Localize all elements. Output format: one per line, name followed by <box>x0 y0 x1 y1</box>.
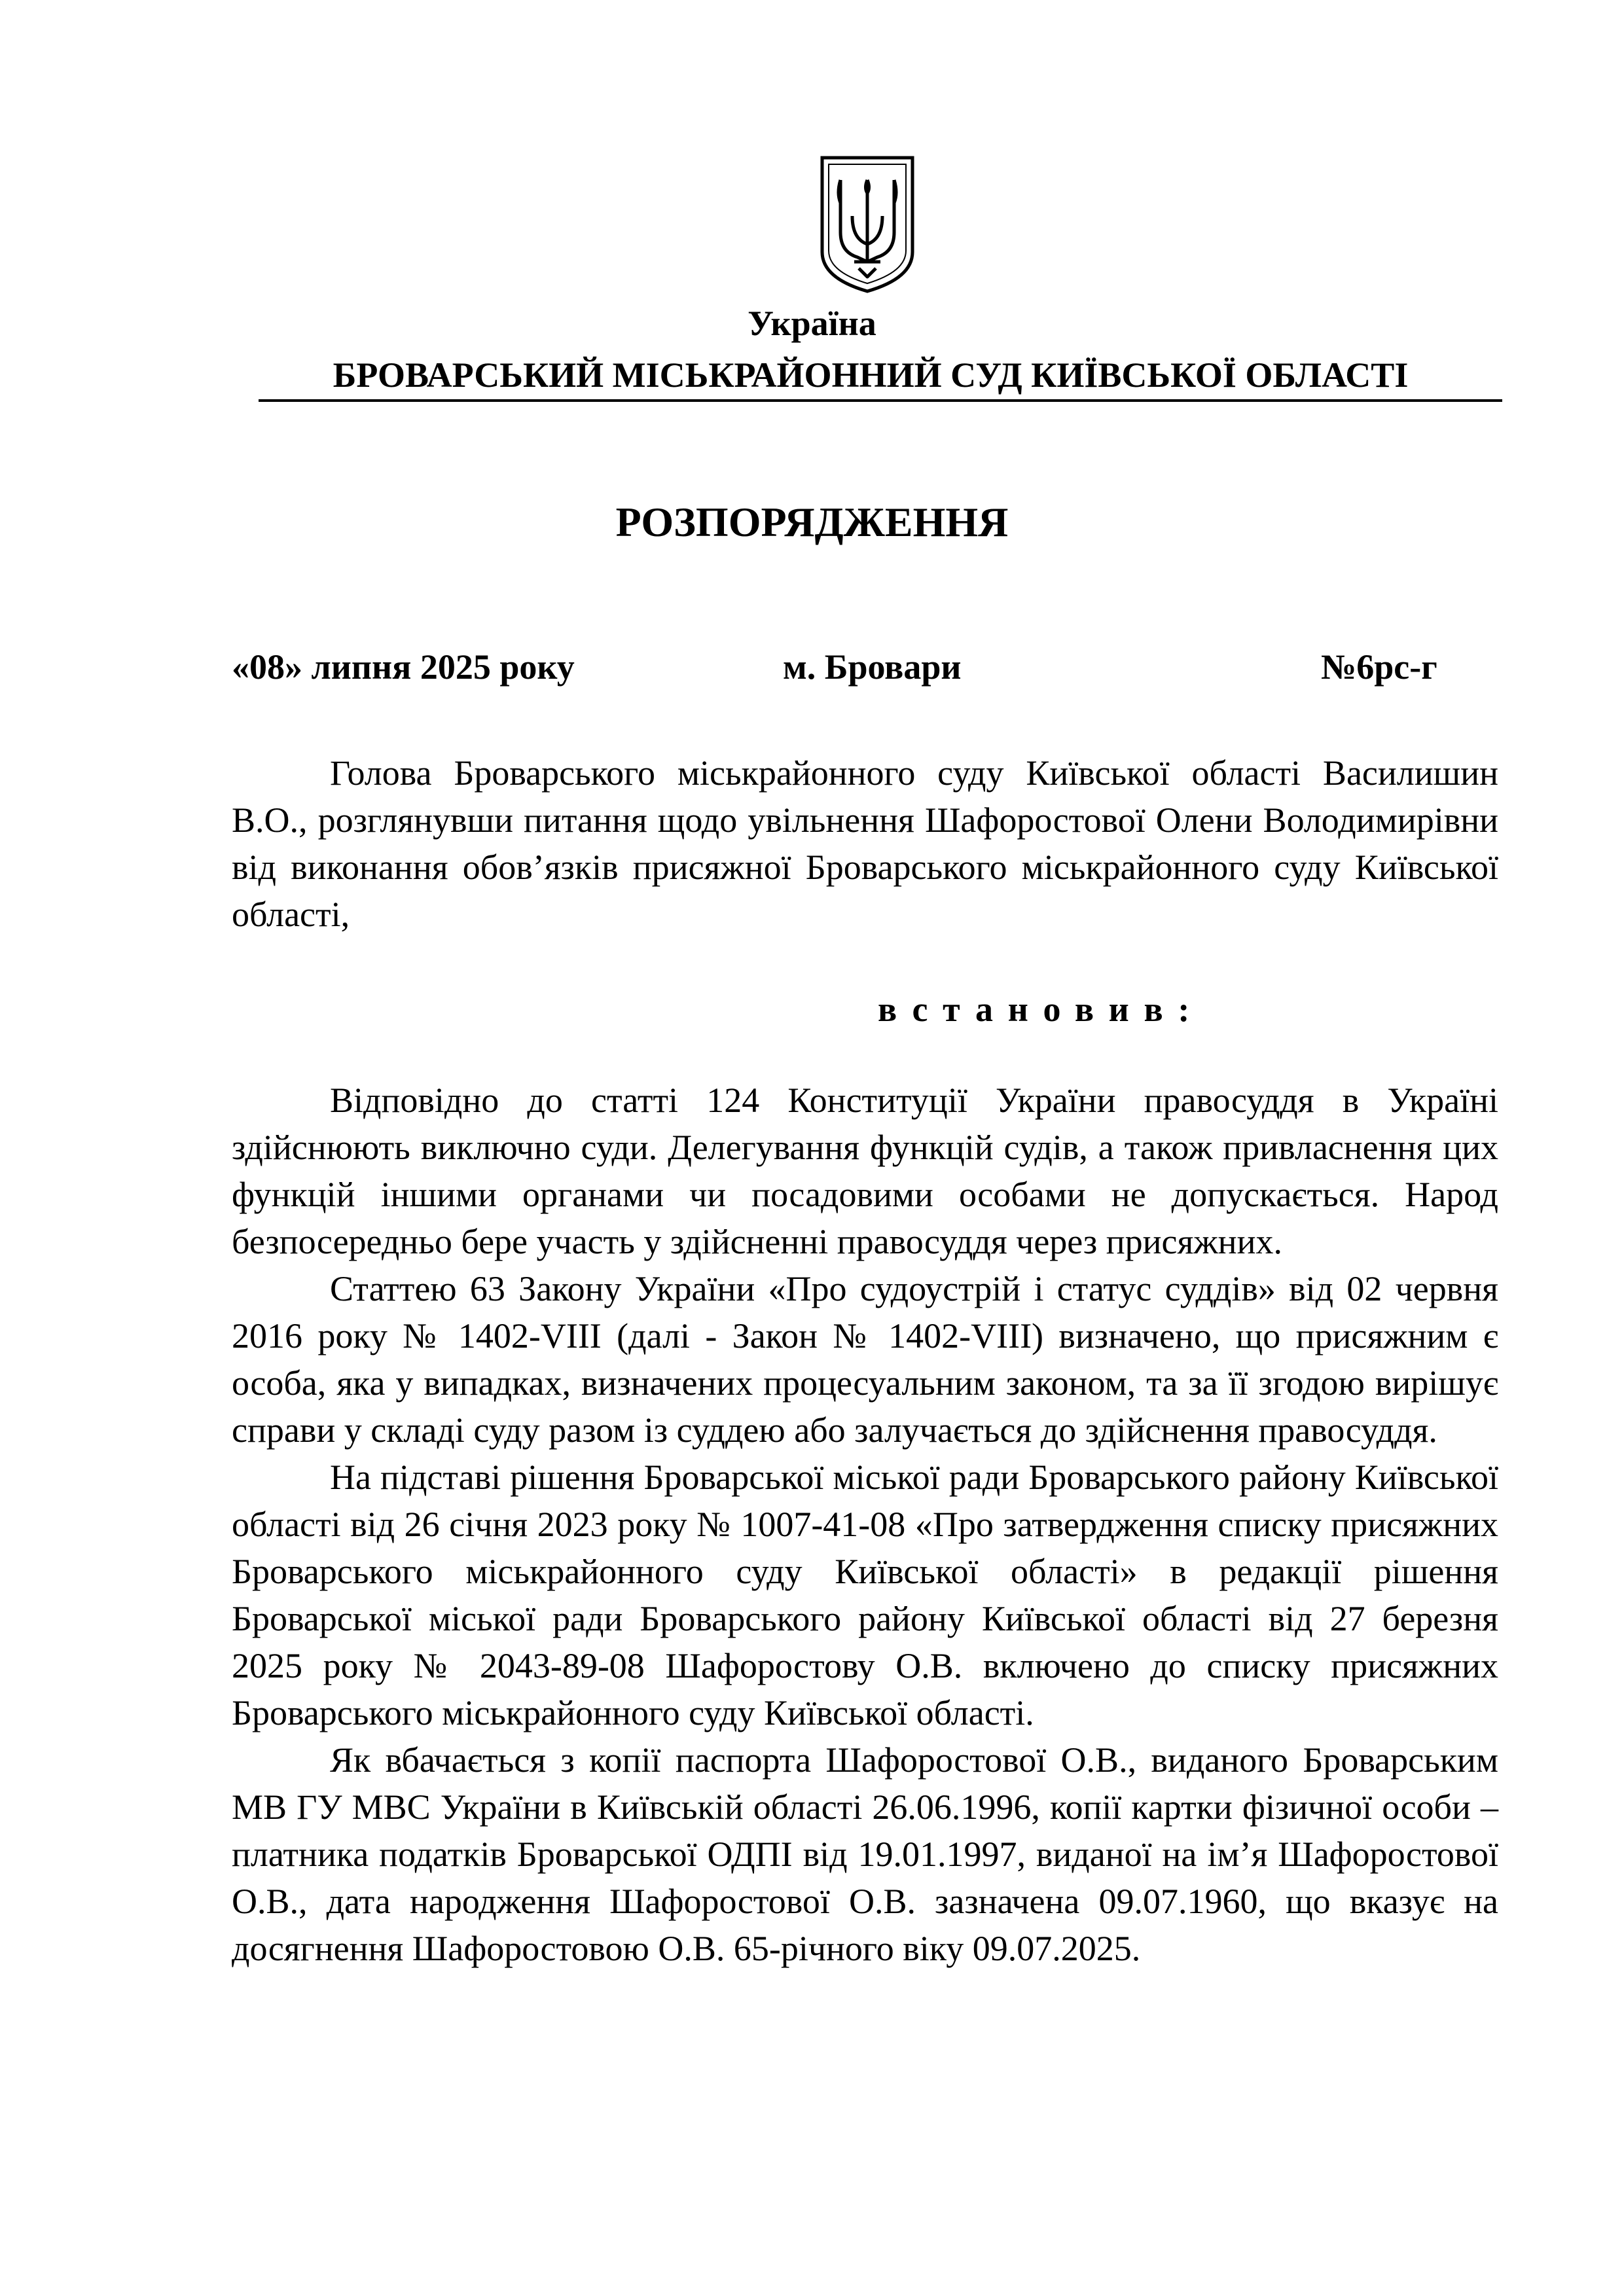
body-paragraph-3: На підставі рішення Броварської міської ради Броварського району Київської області від 26 січня 2023 року № 1007-41-08 «Про затвердження списку присяжних Броварського міськрайонного суду Київської області» в редакції рішення Броварської міської ради Броварського району Київської області від 27 березня 2025 року № 2043-89-08 Шафоростову О.В. включено до списку присяжних Броварського міськрайонного суду Київської області. <box>232 1458 1498 1732</box>
header-divider <box>259 399 1502 402</box>
intro-paragraph: Голова Броварського міськрайонного суду Київської області Василишин В.О., розглянувши питання щодо увільнення Шафоростової Олени Володимирівни від виконання обов’язків присяжної Броварського міськрайонного суду Київської області, <box>232 753 1498 934</box>
court-name: БРОВАРСЬКИЙ МІСЬКРАЙОННИЙ СУД КИЇВСЬКОЇ ОБЛАСТІ <box>333 355 1409 395</box>
body-paragraph-4: Як вбачається з копії паспорта Шафоростової О.В., виданого Броварським МВ ГУ МВС України в Київській області 26.06.1996, копії картки фізичної особи – платника податків Броварської ОДПІ від 19.01.1997, виданої на ім’я Шафоростової О.В., дата народження Шафоростової О.В. зазначена 09.07.1960, що вказує на досягнення Шафоростовою О.В. 65-річного віку 09.07.2025. <box>232 1740 1498 1968</box>
document-place: м. Бровари <box>783 647 962 687</box>
intro-section <box>232 749 1498 938</box>
body-paragraph-2: Статтею 63 Закону України «Про судоустрій і статус суддів» від 02 червня 2016 року № 1402-VIII (далі - Закон № 1402-VIII) визначено, що присяжним є особа, яка у випадках, визначених процесуальним законом, та за її згодою вирішує справи у складі суду разом із суддею або залучається до здійснення правосуддя. <box>232 1269 1498 1450</box>
body-paragraph-1: Відповідно до статті 124 Конституції України правосуддя в Україні здійснюють виключно суди. Делегування функцій судів, а також привласнення цих функцій іншими органами чи посадовими особами не допускається. Народ безпосередньо бере участь у здійсненні правосуддя через присяжних. <box>232 1081 1498 1261</box>
document-number: №6рс-г <box>1321 647 1437 687</box>
ukraine-trident-emblem-icon <box>818 154 916 295</box>
main-section <box>232 1077 1498 1972</box>
document-title: РОЗПОРЯДЖЕННЯ <box>615 499 1009 545</box>
document-date: «08» липня 2025 року <box>232 647 575 687</box>
established-heading: встановив: <box>878 990 1204 1029</box>
country-name: Україна <box>748 304 876 343</box>
